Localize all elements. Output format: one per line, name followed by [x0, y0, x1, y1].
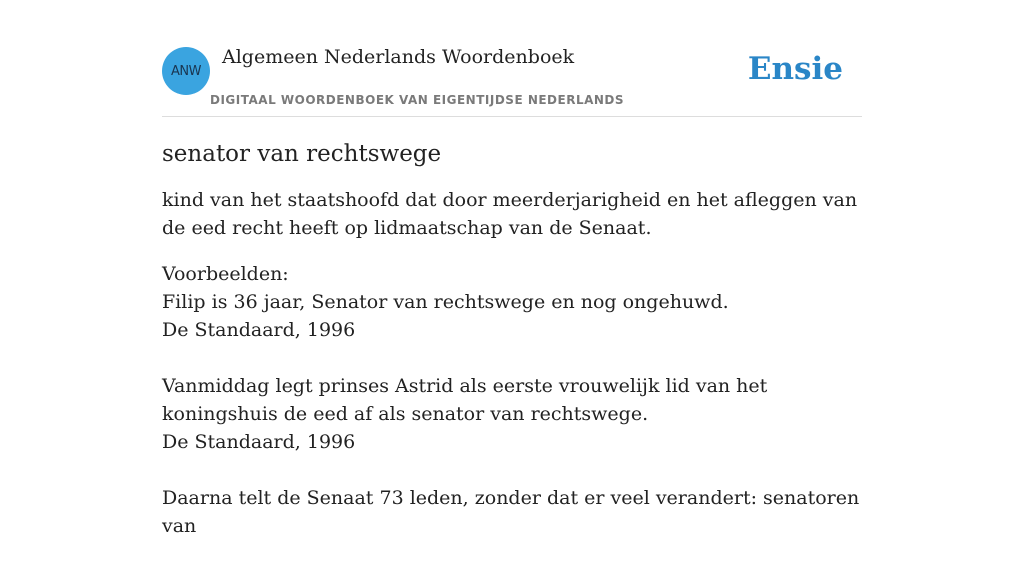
example-item: [162, 372, 862, 456]
example-text: Filip is 36 jaar, Senator van rechtswege en nog ongehuwd.: [162, 291, 729, 313]
ensie-brand-logo[interactable]: Ensie: [747, 51, 843, 87]
example-item: [162, 484, 862, 540]
site-title[interactable]: Algemeen Nederlands Woordenboek: [222, 46, 575, 68]
examples-label: Voorbeelden:: [162, 263, 289, 285]
entry-content: [162, 136, 862, 568]
site-subtitle: DIGITAAL WOORDENBOEK VAN EIGENTIJDSE NEDERLANDS: [210, 93, 625, 107]
headword: senator van rechtswege: [162, 141, 442, 167]
example-source: De Standaard, 1996: [162, 319, 356, 341]
example-item: [162, 288, 862, 344]
definition: kind van het staatshoofd dat door meerderjarigheid en het afleggen van de eed recht heeft op lidmaatschap van de Senaat.: [162, 189, 858, 239]
anw-logo[interactable]: [162, 47, 210, 95]
example-text: Vanmiddag legt prinses Astrid als eerste vrouwelijk lid van het koningshuis de eed af als senator van rechtswege.: [162, 375, 768, 425]
example-text: Daarna telt de Senaat 73 leden, zonder dat er veel verandert: senatoren van: [162, 487, 860, 537]
logo-text: ANW: [171, 63, 201, 79]
example-source: De Standaard, 1996: [162, 431, 356, 453]
site-header: [162, 0, 862, 117]
